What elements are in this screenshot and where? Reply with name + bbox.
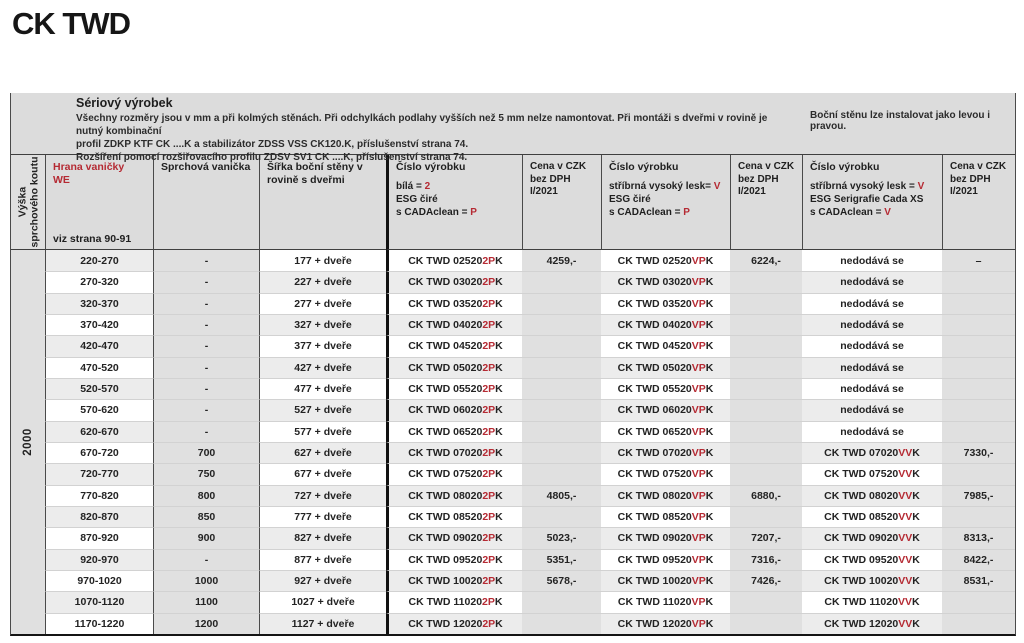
- cell-width: 777 + dveře: [259, 506, 386, 527]
- header-price-serigrafie: Cena v CZK bez DPH I/2021: [942, 155, 1015, 250]
- cell-price-serigrafie: [942, 463, 1015, 484]
- cell-edge: 520-570: [45, 378, 153, 399]
- cell-price-serigrafie: [942, 293, 1015, 314]
- cell-code-serigrafie: CK TWD 07020 VV K: [802, 442, 942, 463]
- cell-code-white: CK TWD 12020 2P K: [386, 613, 522, 634]
- cell-tray: 850: [153, 506, 259, 527]
- cell-code-white: CK TWD 10020 2P K: [386, 570, 522, 591]
- cell-edge: 870-920: [45, 527, 153, 548]
- cell-tray: -: [153, 549, 259, 570]
- cell-width: 677 + dveře: [259, 463, 386, 484]
- cell-edge: 1070-1120: [45, 591, 153, 612]
- header-code-white: Číslo výrobku bílá = 2 ESG čiré s CADAclean = P: [386, 155, 522, 250]
- cell-price-silver: [730, 506, 802, 527]
- cell-code-serigrafie: CK TWD 08020 VV K: [802, 485, 942, 506]
- cell-edge: 570-620: [45, 399, 153, 420]
- cell-price-serigrafie: [942, 613, 1015, 634]
- cell-code-serigrafie: CK TWD 12020 VV K: [802, 613, 942, 634]
- cell-code-white: CK TWD 06020 2P K: [386, 399, 522, 420]
- cell-code-silver: CK TWD 04020 VP K: [601, 314, 730, 335]
- cell-code-serigrafie: nedodává se: [802, 357, 942, 378]
- cell-tray: -: [153, 421, 259, 442]
- header-edge-of-tray: Hrana vaničky WE viz strana 90-91: [45, 155, 153, 250]
- cell-code-white: CK TWD 02520 2P K: [386, 250, 522, 271]
- cell-edge: 420-470: [45, 335, 153, 356]
- cell-width: 277 + dveře: [259, 293, 386, 314]
- info-band-text: [76, 96, 786, 164]
- cell-price-silver: 7207,-: [730, 527, 802, 548]
- cell-width: 627 + dveře: [259, 442, 386, 463]
- cell-code-silver: CK TWD 03020 VP K: [601, 271, 730, 292]
- cell-price-silver: [730, 335, 802, 356]
- cell-edge: 670-720: [45, 442, 153, 463]
- cell-tray: -: [153, 250, 259, 271]
- cell-code-silver: CK TWD 07020 VP K: [601, 442, 730, 463]
- cell-price-white: [522, 399, 601, 420]
- cell-edge: 620-670: [45, 421, 153, 442]
- cell-width: 727 + dveře: [259, 485, 386, 506]
- cell-edge: 920-970: [45, 549, 153, 570]
- cell-edge: 470-520: [45, 357, 153, 378]
- cell-price-silver: [730, 314, 802, 335]
- cell-code-silver: CK TWD 08520 VP K: [601, 506, 730, 527]
- cell-width: 327 + dveře: [259, 314, 386, 335]
- cell-price-white: [522, 442, 601, 463]
- cell-edge: 320-370: [45, 293, 153, 314]
- cell-code-white: CK TWD 04020 2P K: [386, 314, 522, 335]
- cell-tray: 1100: [153, 591, 259, 612]
- cell-code-silver: CK TWD 02520 VP K: [601, 250, 730, 271]
- cell-tray: -: [153, 335, 259, 356]
- cell-code-white: CK TWD 04520 2P K: [386, 335, 522, 356]
- cell-code-silver: CK TWD 06020 VP K: [601, 399, 730, 420]
- cell-price-silver: 6880,-: [730, 485, 802, 506]
- cell-code-white: CK TWD 05020 2P K: [386, 357, 522, 378]
- cell-price-white: 4259,-: [522, 250, 601, 271]
- cell-code-silver: CK TWD 09520 VP K: [601, 549, 730, 570]
- cell-edge: 1170-1220: [45, 613, 153, 634]
- cell-code-white: CK TWD 11020 2P K: [386, 591, 522, 612]
- cell-price-serigrafie: [942, 335, 1015, 356]
- cell-tray: 1200: [153, 613, 259, 634]
- band-title: Sériový výrobek: [76, 96, 173, 110]
- cell-price-silver: 6224,-: [730, 250, 802, 271]
- header-code-serigrafie: Číslo výrobku stříbrná vysoký lesk = V ESG Serigrafie Cada XS s CADAclean = V: [802, 155, 942, 250]
- cell-price-white: 5678,-: [522, 570, 601, 591]
- cell-price-serigrafie: 8531,-: [942, 570, 1015, 591]
- cell-code-silver: CK TWD 07520 VP K: [601, 463, 730, 484]
- cell-code-serigrafie: CK TWD 07520 VV K: [802, 463, 942, 484]
- cell-tray: -: [153, 378, 259, 399]
- cell-price-white: [522, 421, 601, 442]
- cell-tray: 750: [153, 463, 259, 484]
- cell-price-serigrafie: [942, 591, 1015, 612]
- cell-code-serigrafie: nedodává se: [802, 421, 942, 442]
- height-column-label: Výška sprchového koutu: [16, 156, 41, 248]
- cell-code-white: CK TWD 03520 2P K: [386, 293, 522, 314]
- cell-edge: 720-770: [45, 463, 153, 484]
- cell-code-serigrafie: CK TWD 11020 VV K: [802, 591, 942, 612]
- cell-price-serigrafie: [942, 314, 1015, 335]
- cell-width: 427 + dveře: [259, 357, 386, 378]
- cell-width: 577 + dveře: [259, 421, 386, 442]
- cell-price-white: [522, 293, 601, 314]
- cell-code-serigrafie: nedodává se: [802, 335, 942, 356]
- cell-edge: 370-420: [45, 314, 153, 335]
- cell-price-serigrafie: 8422,-: [942, 549, 1015, 570]
- cell-price-serigrafie: [942, 421, 1015, 442]
- cell-tray: -: [153, 357, 259, 378]
- cell-edge: 970-1020: [45, 570, 153, 591]
- cell-code-serigrafie: nedodává se: [802, 271, 942, 292]
- cell-tray: -: [153, 314, 259, 335]
- cell-code-silver: CK TWD 09020 VP K: [601, 527, 730, 548]
- cell-code-silver: CK TWD 03520 VP K: [601, 293, 730, 314]
- cell-price-white: [522, 335, 601, 356]
- cell-width: 177 + dveře: [259, 250, 386, 271]
- cell-price-white: 5351,-: [522, 549, 601, 570]
- cell-price-silver: [730, 378, 802, 399]
- product-table: [10, 93, 1016, 636]
- cell-price-white: [522, 613, 601, 634]
- cell-code-silver: CK TWD 10020 VP K: [601, 570, 730, 591]
- cell-tray: -: [153, 399, 259, 420]
- cell-price-white: 4805,-: [522, 485, 601, 506]
- cell-width: 877 + dveře: [259, 549, 386, 570]
- cell-price-white: [522, 506, 601, 527]
- cell-code-white: CK TWD 05520 2P K: [386, 378, 522, 399]
- cell-price-silver: [730, 293, 802, 314]
- cell-price-serigrafie: 7985,-: [942, 485, 1015, 506]
- cell-code-white: CK TWD 09020 2P K: [386, 527, 522, 548]
- cell-tray: 800: [153, 485, 259, 506]
- cell-edge: 220-270: [45, 250, 153, 271]
- band-line-1: Všechny rozměry jsou v mm a při kolmých stěnách. Při odchylkách podlahy vyšších než 5 mm nelze namontovat. Při montáži s dveřmi v rovině je nutný kombinační: [76, 113, 768, 137]
- side-wall-note: Boční stěnu lze instalovat jako levou i pravou.: [810, 110, 991, 132]
- cell-width: 827 + dveře: [259, 527, 386, 548]
- cell-code-silver: CK TWD 06520 VP K: [601, 421, 730, 442]
- page-title: CK TWD: [12, 6, 130, 41]
- header-side-wall-width: Šířka boční stěny v rovině s dveřmi: [259, 155, 386, 250]
- cell-price-serigrafie: [942, 271, 1015, 292]
- cell-price-silver: [730, 357, 802, 378]
- cell-code-serigrafie: nedodává se: [802, 293, 942, 314]
- cell-code-white: CK TWD 09520 2P K: [386, 549, 522, 570]
- cell-code-silver: CK TWD 11020 VP K: [601, 591, 730, 612]
- cell-tray: -: [153, 293, 259, 314]
- cell-price-silver: [730, 463, 802, 484]
- cell-code-serigrafie: nedodává se: [802, 378, 942, 399]
- cell-code-serigrafie: nedodává se: [802, 250, 942, 271]
- cell-code-white: CK TWD 06520 2P K: [386, 421, 522, 442]
- cell-price-white: 5023,-: [522, 527, 601, 548]
- header-price-white: Cena v CZK bez DPH I/2021: [522, 155, 601, 250]
- cell-price-silver: 7316,-: [730, 549, 802, 570]
- cell-price-white: [522, 591, 601, 612]
- header-code-silver: Číslo výrobku stříbrná vysoký lesk= V ESG čiré s CADAclean = P: [601, 155, 730, 250]
- cell-price-silver: 7426,-: [730, 570, 802, 591]
- cell-code-silver: CK TWD 12020 VP K: [601, 613, 730, 634]
- cell-tray: 700: [153, 442, 259, 463]
- cell-price-serigrafie: [942, 378, 1015, 399]
- header-shower-tray: Sprchová vanička: [153, 155, 259, 250]
- cell-price-silver: [730, 421, 802, 442]
- band-line-3: Rozšíření pomocí rozšiřovacího profilu ZDSV SV1 CK ....K, příslušenství strana 74.: [76, 152, 468, 163]
- height-value-cell: [11, 250, 45, 634]
- cell-width: 377 + dveře: [259, 335, 386, 356]
- cell-price-white: [522, 357, 601, 378]
- cell-code-white: CK TWD 07520 2P K: [386, 463, 522, 484]
- cell-code-white: CK TWD 07020 2P K: [386, 442, 522, 463]
- height-value: 2000: [22, 428, 34, 456]
- cell-code-silver: CK TWD 04520 VP K: [601, 335, 730, 356]
- cell-code-silver: CK TWD 05520 VP K: [601, 378, 730, 399]
- cell-price-serigrafie: 7330,-: [942, 442, 1015, 463]
- cell-width: 1027 + dveře: [259, 591, 386, 612]
- cell-price-serigrafie: [942, 357, 1015, 378]
- info-band: [11, 93, 1015, 163]
- cell-price-serigrafie: [942, 506, 1015, 527]
- cell-price-silver: [730, 613, 802, 634]
- header-price-silver: Cena v CZK bez DPH I/2021: [730, 155, 802, 250]
- cell-price-serigrafie: –: [942, 250, 1015, 271]
- cell-edge: 270-320: [45, 271, 153, 292]
- cell-code-serigrafie: nedodává se: [802, 314, 942, 335]
- cell-code-silver: CK TWD 08020 VP K: [601, 485, 730, 506]
- cell-price-silver: [730, 442, 802, 463]
- cell-tray: 1000: [153, 570, 259, 591]
- cell-price-white: [522, 314, 601, 335]
- cell-price-serigrafie: 8313,-: [942, 527, 1015, 548]
- cell-price-silver: [730, 399, 802, 420]
- cell-code-white: CK TWD 08520 2P K: [386, 506, 522, 527]
- cell-price-white: [522, 463, 601, 484]
- cell-width: 927 + dveře: [259, 570, 386, 591]
- cell-price-silver: [730, 271, 802, 292]
- cell-code-serigrafie: CK TWD 09520 VV K: [802, 549, 942, 570]
- cell-code-silver: CK TWD 05020 VP K: [601, 357, 730, 378]
- cell-width: 527 + dveře: [259, 399, 386, 420]
- cell-code-white: CK TWD 03020 2P K: [386, 271, 522, 292]
- cell-code-white: CK TWD 08020 2P K: [386, 485, 522, 506]
- cell-width: 1127 + dveře: [259, 613, 386, 634]
- cell-tray: -: [153, 271, 259, 292]
- band-line-2: profil ZDKP KTF CK ....K a stabilizátor ZDSS VSS CK120.K, příslušenství strana 74.: [76, 139, 469, 150]
- cell-code-serigrafie: CK TWD 09020 VV K: [802, 527, 942, 548]
- cell-price-white: [522, 378, 601, 399]
- cell-code-serigrafie: nedodává se: [802, 399, 942, 420]
- cell-edge: 820-870: [45, 506, 153, 527]
- cell-price-serigrafie: [942, 399, 1015, 420]
- cell-width: 227 + dveře: [259, 271, 386, 292]
- cell-width: 477 + dveře: [259, 378, 386, 399]
- cell-edge: 770-820: [45, 485, 153, 506]
- cell-code-serigrafie: CK TWD 10020 VV K: [802, 570, 942, 591]
- header-height-column: [11, 155, 45, 250]
- cell-tray: 900: [153, 527, 259, 548]
- cell-code-serigrafie: CK TWD 08520 VV K: [802, 506, 942, 527]
- cell-price-silver: [730, 591, 802, 612]
- cell-price-white: [522, 271, 601, 292]
